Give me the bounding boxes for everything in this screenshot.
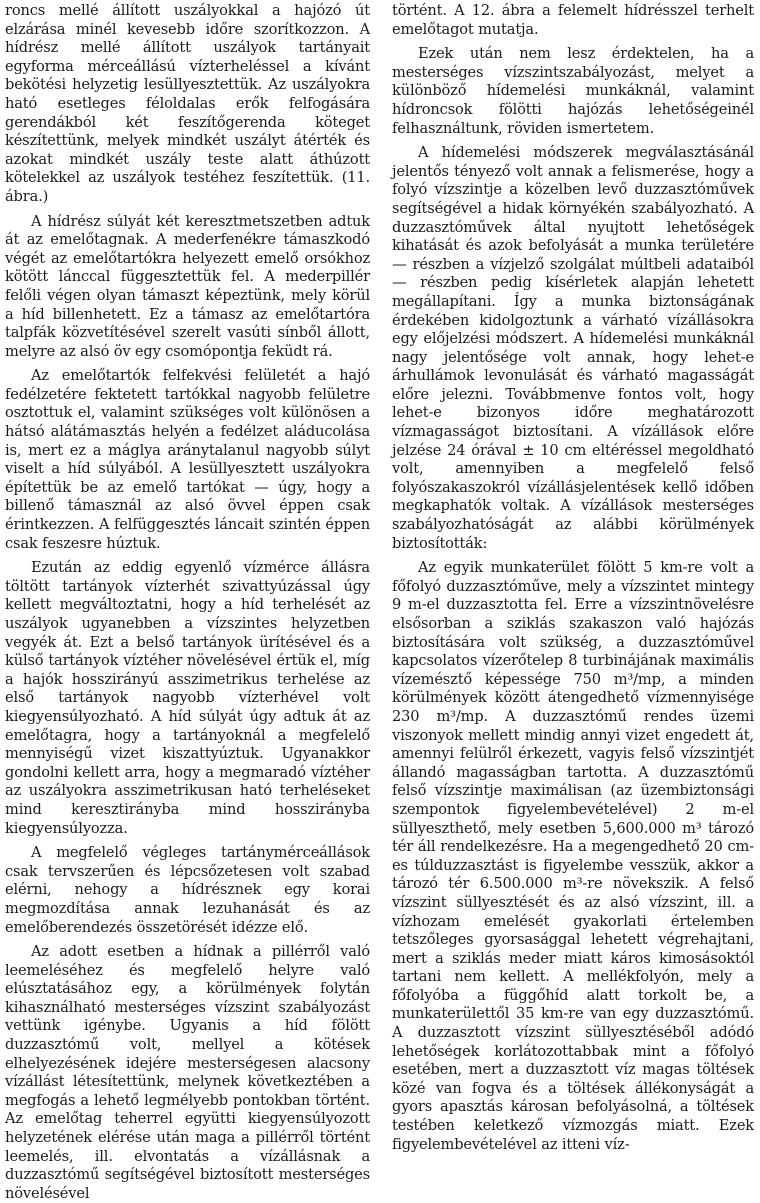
paragraph: Az emelőtartók felfekvési felületét a hajó fedélzetére fektetett tartókkal nagyobb felületre osztottuk el, valamint szükséges volt különösen a hátsó alátámasztás helyén a fedélzet aláducolása is, mert ez a máglya aránytalanul nagyobb súlyt viselt a híd súlyából. A lesüllyesztett uszályokra építettük be az emelő tartókat — úgy, hogy a billenő támasznál az alsó övvel éppen csak érintkezzen. A felfüggesztés láncait szintén éppen csak feszesre húztuk. bbox=[5, 367, 370, 552]
paragraph: Az egyik munkaterület fölött 5 km-re volt a főfolyó duzzasztóműve, mely a vízszintet mintegy 9 m-el duzzasztotta fel. Erre a vízszintnövelésre elsősorban a sziklás szakaszon való hajózás biztosítására volt szükség, a duzzasztóművel kapcsolatos vízerőtelep 8 turbinájának maximális vízemésztő képessége 750 m³/mp, a minden körülmények között átengedhető vízmennyisége 230 m³/mp. A duzzasztómű rendes üzemi viszonyok mellett mindig annyi vizet engedett át, amennyi felülről érkezett, vagyis felső vízszintjét állandó magasságban tartotta. A duzzasztómű felső vízszintje maximálisan (az üzembiztonsági szempontok figyelembevételével) 2 m-el süllyeszthető, mely esetben 5,600.000 m³ tározó tér áll rendelkezésre. Ha a megengedhető 20 cm-es túlduzzasztást is figyelembe vesszük, akkor a tározó tér 6.500.000 m³-re növekszik. A felső vízszint süllyesztését és az alsó vízszint, ill. a vízhozam emelését gyakorlati értelemben tetszőleges gyorsasággal lehetett végrehajtani, mert a sziklás meder miatt káros kimosásoktól tartani nem kellett. A mellékfolyón, mely a főfolyóba a függőhíd alatt torkolt be, a munkaterülettől 35 km-re van egy duzzasztómű. A duzzasztott vízszint süllyesztéséből adódó lehetőségek korlátozottabbak mint a főfolyó esetében, mert a duzzasztott víz magas töltések közé van fogva és a töltések állékonyságát a gyors apasztás károsan befolyásolná, a töltések testében keletkező vízmozgás miatt. Ezek figyelembevételével az itteni víz- bbox=[392, 559, 754, 1153]
paragraph: A megfelelő végleges tartánymérceállások csak tervszerűen és lépcsőzetesen volt szabad elérni, nehogy a hídrésznek egy korai megmozdítása annak lezuhanását és az emelőberendezés összetörését idézze elő. bbox=[5, 844, 370, 936]
paragraph: A hídemelési módszerek megválasztásánál jelentős tényező volt annak a felismerése, hogy a folyó vízszintje a közelben levő duzzasztóművek segítségével a hidak környékén szabályozható. A duzzasztóművek által nyujtott lehetőségek kihatását és azok befolyását a munka területére — részben a vízjelző szolgálat múltbeli adataiból — részben pedig kísérletek alapján lehetett megállapítani. Így a munka biztonságának érdekében kidolgoztunk a várható vízállásokra egy előjelzési módszert. A hídemelési munkáknál nagy jelentősége volt annak, hogy lehet-e árhullámok levonulását és várható magasságát előre jelezni. Továbbmenve fontos volt, hogy lehet-e bizonyos időre meghatározott vízmagasságot biztosítani. A vízállások előre jelzése 24 órával ± 10 cm eltéréssel megoldható volt, amennyiben a megfelelő felső folyószakaszokról vízállásjelentések kellő időben megkaphatók voltak. A vízállások mesterséges szabályozhatóságát az alábbi körülmények biztosították: bbox=[392, 144, 754, 552]
paragraph: történt. A 12. ábra a felemelt hídrésszel terhelt emelőtagot mutatja. bbox=[392, 2, 754, 38]
paragraph: roncs mellé állított uszályokkal a hajózó út elzárása minél kevesebb időre szorítkozzon. A hídrész mellé állított uszályok tartányait egyforma mérceállású vízterheléssel a kívánt bekötési helyzetig lesüllyesztettük. Az uszályokra ható esetleges féloldalas erők felfogására gerendákból két feszítőgerenda köteget készítettünk, melyek mindkét uszályt átérték és azokat mindkét uszály teste alatt áthúzott kötelekkel az uszályok testéhez feszítettük. (11. ábra.) bbox=[5, 2, 370, 205]
left-column bbox=[5, 2, 370, 1202]
paragraph: Ezután az eddig egyenlő vízmérce állásra töltött tartányok vízterhét szivattyúzással úgy kellett megváltoztatni, hogy a híd terhelését az uszályok ugyanebben a vízszintes helyzetben vegyék át. Ezt a belső tartányok ürítésével és a külső tartányok víztéher növelésével értük el, míg a hajók hosszirányú asszimetrikus terhelése az első tartányok nagyobb vízterhével volt kiegyensúlyozható. A híd súlyát úgy adtuk át az emelőtagra, hogy a tartányoknál a megfelelő mennyiségű vizet kiszattyúztuk. Ugyanakkor gondolni kellett arra, hogy a megmaradó víztéher az uszályokra asszimetrikusan ható terheléseket mind keresztirányba mind hosszirányba kiegyensúlyozza. bbox=[5, 559, 370, 837]
paragraph: A hídrész súlyát két keresztmetszetben adtuk át az emelőtagnak. A mederfenékre támaszkodó végét az emelőtartókra helyezett emelő orsókhoz kötött lánccal függesztettük fel. A mederpillér felőli végen olyan támaszt képeztünk, mely körül a híd billenhetett. Ez a támasz az emelőtartóra talpfák közvetítésével szerelt vasúti sínből állott, melyre az alsó öv egy csomópontja feküdt rá. bbox=[5, 212, 370, 360]
paragraph: Az adott esetben a hídnak a pillérről való leemeléséhez és megfelelő helyre való elúsztatásához egy, a körülmények folytán kihasználható mesterséges vízszint szabályozást vettünk igénybe. Ugyanis a híd fölött duzzasztómű volt, mellyel a kötések elhelyezésének idejére mesterségesen alacsony vízállást létesítettünk, melynek következtében a megfogás a lehető legmélyebb pontokban történt. Az emelőtag teherrel együtti kiegyensúlyozott helyzetének elérése után maga a pillérről történt leemelés, ill. elvontatás a vízállásnak a duzzasztómű segítségével biztosított mesterséges növelésével bbox=[5, 943, 370, 1202]
right-column bbox=[392, 2, 754, 1153]
paragraph: Ezek után nem lesz érdektelen, ha a mesterséges vízszintszabályozást, melyet a különböző hídemelési munkáknál, valamint hídroncsok fölötti hajózás lehetőségeinél felhasználtunk, röviden ismertetem. bbox=[392, 45, 754, 137]
